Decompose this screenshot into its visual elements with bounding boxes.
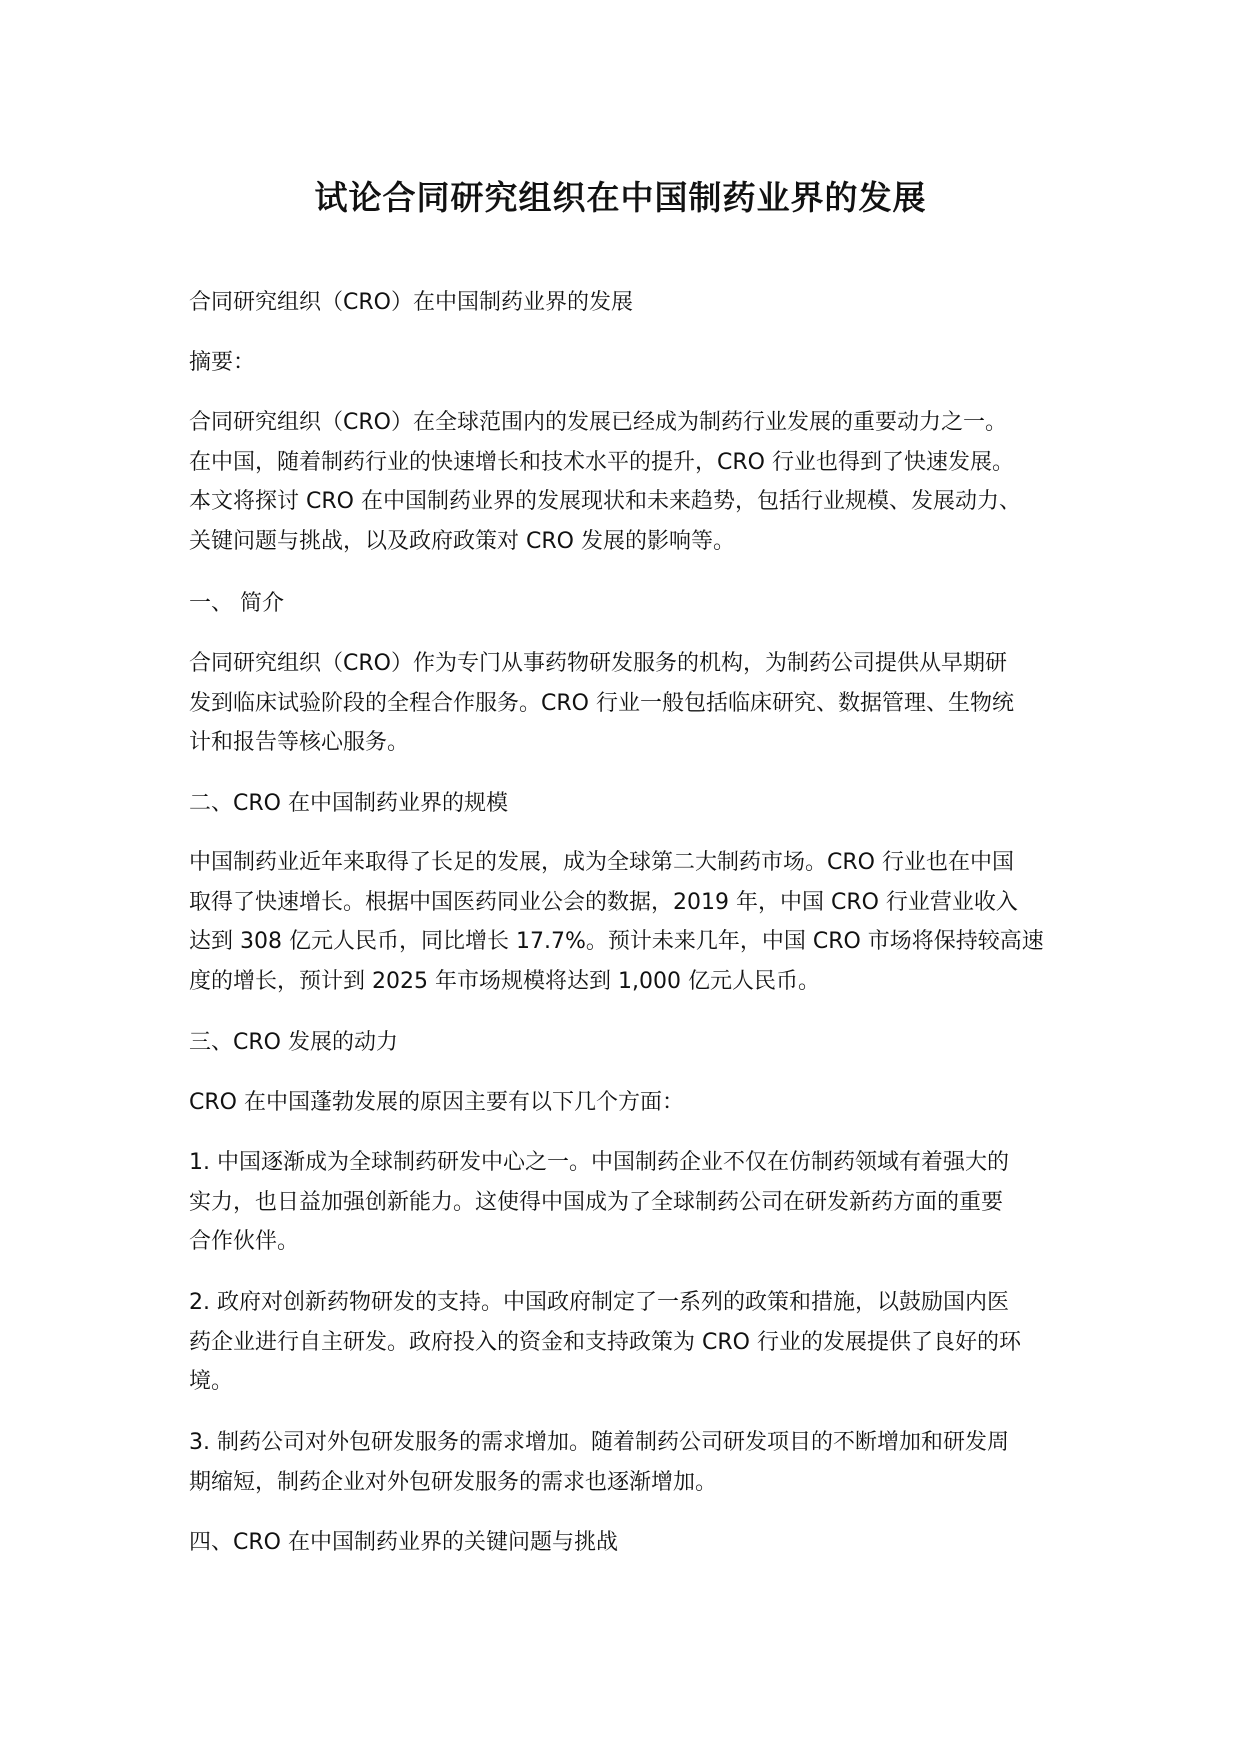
abstract-line: 本文将探讨 CRO 在中国制药业界的发展现状和未来趋势，包括行业规模、发展动力、 <box>189 489 1021 514</box>
drivers-intro: CRO 在中国蓬勃发展的原因主要有以下几个方面： <box>189 1090 684 1115</box>
driver-item-2 <box>189 1283 1059 1402</box>
abstract-line: 合同研究组织（CRO）在全球范围内的发展已经成为制药行业发展的重要动力之一。 <box>189 410 1007 435</box>
driver-item-3 <box>189 1423 1059 1502</box>
paragraph-line: 1. 中国逐渐成为全球制药研发中心之一。中国制药企业不仅在仿制药领域有着强大的 <box>189 1150 1009 1175</box>
scale-paragraph <box>189 843 1059 1001</box>
abstract-label: 摘要： <box>189 350 256 375</box>
paragraph-line: 3. 制药公司对外包研发服务的需求增加。随着制药公司研发项目的不断增加和研发周 <box>189 1430 1009 1455</box>
driver-item-1 <box>189 1143 1059 1262</box>
paragraph-line: 实力，也日益加强创新能力。这使得中国成为了全球制药公司在研发新药方面的重要 <box>189 1189 1004 1215</box>
document-title: 试论合同研究组织在中国制药业界的发展 <box>314 178 927 217</box>
abstract-line: 在中国，随着制药行业的快速增长和技术水平的提升，CRO 行业也得到了快速发展。 <box>189 449 1014 475</box>
paragraph-line: 合同研究组织（CRO）作为专门从事药物研发服务的机构，为制药公司提供从早期研 <box>189 651 1007 676</box>
paragraph-line: 取得了快速增长。根据中国医药同业公会的数据，2019 年，中国 CRO 行业营业收入 <box>189 889 1018 915</box>
paragraph-line: 中国制药业近年来取得了长足的发展，成为全球第二大制药市场。CRO 行业也在中国 <box>189 850 1014 875</box>
section-heading-intro: 一、 简介 <box>189 591 284 616</box>
subtitle: 合同研究组织（CRO）在中国制药业界的发展 <box>189 290 633 315</box>
section-heading-drivers: 三、CRO 发展的动力 <box>189 1030 398 1055</box>
paragraph-line: 期缩短，制药企业对外包研发服务的需求也逐渐增加。 <box>189 1469 718 1495</box>
paragraph-line: 达到 308 亿元人民币，同比增长 17.7%。预计未来几年，中国 CRO 市场将保持较高速 <box>189 929 1044 954</box>
paragraph-line: 度的增长，预计到 2025 年市场规模将达到 1,000 亿元人民币。 <box>189 968 820 994</box>
section-heading-challenges: 四、CRO 在中国制药业界的关键问题与挑战 <box>189 1530 618 1555</box>
paragraph-line: 2. 政府对创新药物研发的支持。中国政府制定了一系列的政策和措施，以鼓励国内医 <box>189 1290 1009 1315</box>
paragraph-line: 发到临床试验阶段的全程合作服务。CRO 行业一般包括临床研究、数据管理、生物统 <box>189 690 1014 716</box>
abstract-line: 关键问题与挑战，以及政府政策对 CRO 发展的影响等。 <box>189 528 735 554</box>
paragraph-line: 计和报告等核心服务。 <box>189 730 410 755</box>
intro-paragraph <box>189 644 1059 763</box>
paragraph-line: 境。 <box>189 1369 234 1394</box>
paragraph-line: 合作伙伴。 <box>189 1229 300 1254</box>
abstract-paragraph <box>189 403 1059 561</box>
section-heading-scale: 二、CRO 在中国制药业界的规模 <box>189 791 508 816</box>
paragraph-line: 药企业进行自主研发。政府投入的资金和支持政策为 CRO 行业的发展提供了良好的环 <box>189 1329 1021 1355</box>
